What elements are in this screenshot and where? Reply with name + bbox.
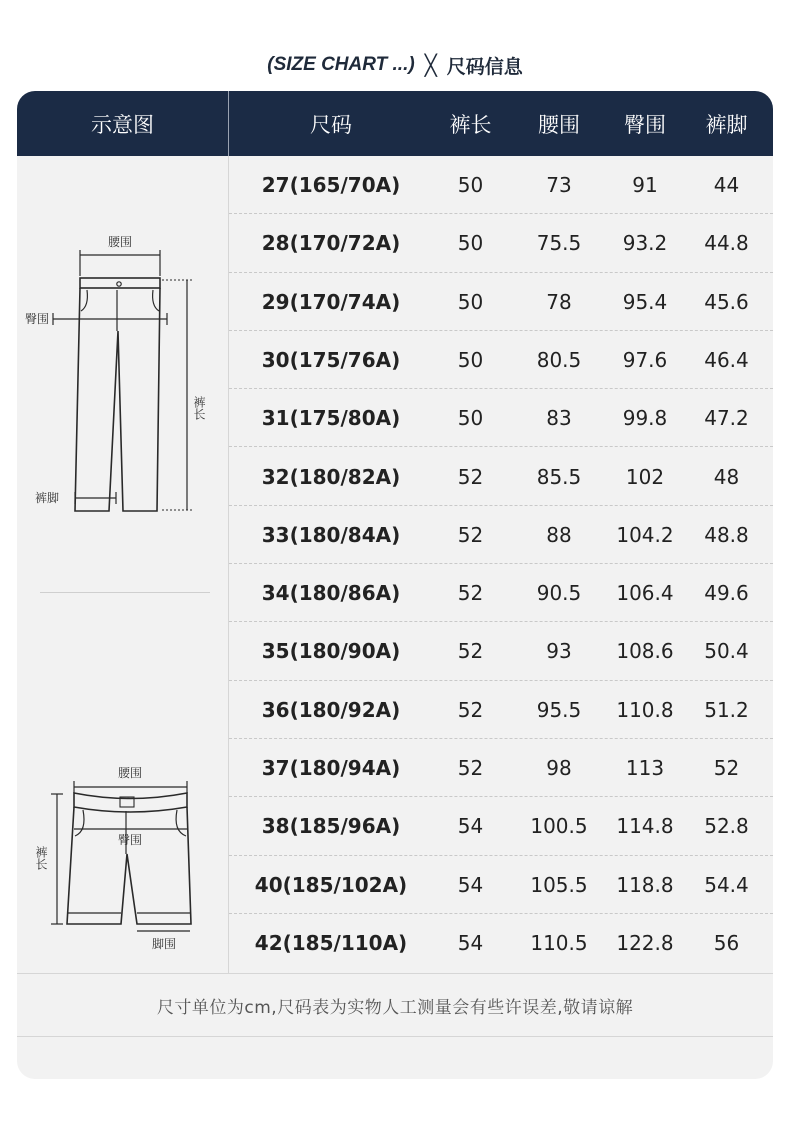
cell-waist: 110.5 [530,930,588,955]
cell-waist: 90.5 [536,581,582,606]
table-row [229,914,773,972]
header-hem: 裤脚 [705,112,748,137]
cell-size: 42(185/110A) [254,930,408,955]
cell-hip: 122.8 [616,930,674,955]
cell-length: 50 [457,173,484,197]
table-header [17,91,773,156]
cell-length: 54 [457,872,484,897]
cell-size: 33(180/84A) [261,522,401,547]
table-row [229,856,773,914]
header-hip: 臀围 [624,112,666,137]
cell-hem: 52 [713,756,740,780]
cell-waist: 95.5 [536,697,582,722]
table-row [229,564,773,622]
cell-length: 54 [457,814,484,839]
cell-hem: 56 [713,930,740,955]
cell-size: 35(180/90A) [261,639,401,664]
size-chart-card [17,91,773,1079]
cell-hem: 52.8 [704,814,749,839]
cell-hip: 95.4 [622,289,668,314]
diagram-column [17,156,228,973]
cell-length: 52 [457,756,484,780]
cell-hip: 113 [625,756,665,780]
cell-hip: 97.6 [622,347,668,372]
diagram-separator [40,592,210,593]
pants-length-label: 裤长 [192,396,206,420]
cell-waist: 75.5 [536,231,582,256]
cell-hip: 118.8 [616,872,674,897]
table-row [229,622,773,680]
cell-hem: 51.2 [704,697,749,722]
title-english: (SIZE CHART ...) [267,54,415,75]
cell-size: 36(180/92A) [261,697,401,722]
cell-waist: 85.5 [536,464,582,489]
table-row [229,214,773,272]
shorts-hem-label: 脚围 [151,937,177,951]
cell-hem: 46.4 [704,347,749,372]
cell-waist: 93 [546,639,572,664]
cell-hem: 50.4 [704,639,749,664]
cell-length: 52 [457,464,484,489]
note-bottom-line [17,1036,773,1037]
cell-length: 52 [457,639,484,664]
cell-size: 32(180/82A) [261,464,401,489]
cell-waist: 88 [546,522,572,547]
cell-size: 30(175/76A) [261,347,401,372]
cell-size: 27(165/70A) [261,173,401,197]
cell-hip: 104.2 [616,522,674,547]
cell-hem: 47.2 [704,406,749,431]
table-row [229,797,773,855]
cell-waist: 105.5 [530,872,588,897]
shorts-length-label: 裤长 [34,846,48,870]
cell-length: 54 [457,930,484,955]
cell-size: 28(170/72A) [261,231,401,256]
cell-hem: 44 [713,173,740,197]
cell-hem: 49.6 [704,581,749,606]
cell-length: 52 [457,581,484,606]
shorts-hip-label: 臀围 [117,833,143,847]
cell-hem: 54.4 [704,872,749,897]
cell-hem: 48.8 [704,522,749,547]
cell-waist: 100.5 [530,814,588,839]
cell-hem: 44.8 [704,231,749,256]
title-chinese: 尺码信息 [446,55,523,78]
header-size: 尺码 [310,112,352,137]
table-row [229,739,773,797]
cell-hip: 93.2 [622,231,668,256]
header-diagram: 示意图 [91,112,154,137]
pants-hem-label: 裤脚 [35,491,60,505]
cell-size: 29(170/74A) [261,289,401,314]
cell-waist: 98 [546,756,572,780]
cell-hip: 110.8 [616,697,674,722]
table-row [229,331,773,389]
cell-waist: 83 [546,406,572,431]
cell-size: 34(180/86A) [261,581,401,606]
header-waist: 腰围 [538,112,580,137]
cell-hem: 48 [713,464,740,489]
cell-hip: 99.8 [622,406,668,431]
cell-size: 40(185/102A) [254,872,408,897]
title-cross-icon: ╳ [424,53,437,77]
shorts-diagram [17,676,228,956]
cell-hip: 106.4 [616,581,674,606]
table-row [229,506,773,564]
table-row [229,156,773,214]
cell-length: 50 [457,231,484,256]
cell-size: 37(180/94A) [261,756,401,780]
cell-hip: 114.8 [616,814,674,839]
cell-waist: 80.5 [536,347,582,372]
table-row [229,681,773,739]
cell-length: 50 [457,406,484,431]
pants-waist-label: 腰围 [107,235,133,249]
header-length: 裤长 [449,112,492,137]
page-title [0,48,790,82]
cell-length: 50 [457,289,484,314]
cell-waist: 73 [546,173,572,197]
pants-hip-label: 臀围 [25,312,50,326]
cell-size: 31(175/80A) [261,406,401,431]
cell-hem: 45.6 [704,289,749,314]
table-row [229,273,773,331]
cell-length: 50 [457,347,484,372]
cell-hip: 91 [632,173,658,197]
cell-hip: 102 [625,464,665,489]
cell-hip: 108.6 [616,639,674,664]
cell-length: 52 [457,522,484,547]
pants-diagram [17,156,228,576]
table-row [229,448,773,506]
cell-length: 52 [457,697,484,722]
shorts-waist-label: 腰围 [117,766,143,780]
table-row [229,389,773,447]
cell-size: 38(185/96A) [261,814,401,839]
measurement-note: 尺寸单位为cm,尺码表为实物人工测量会有些许误差,敬请谅解 [156,997,634,1018]
cell-waist: 78 [546,289,572,314]
